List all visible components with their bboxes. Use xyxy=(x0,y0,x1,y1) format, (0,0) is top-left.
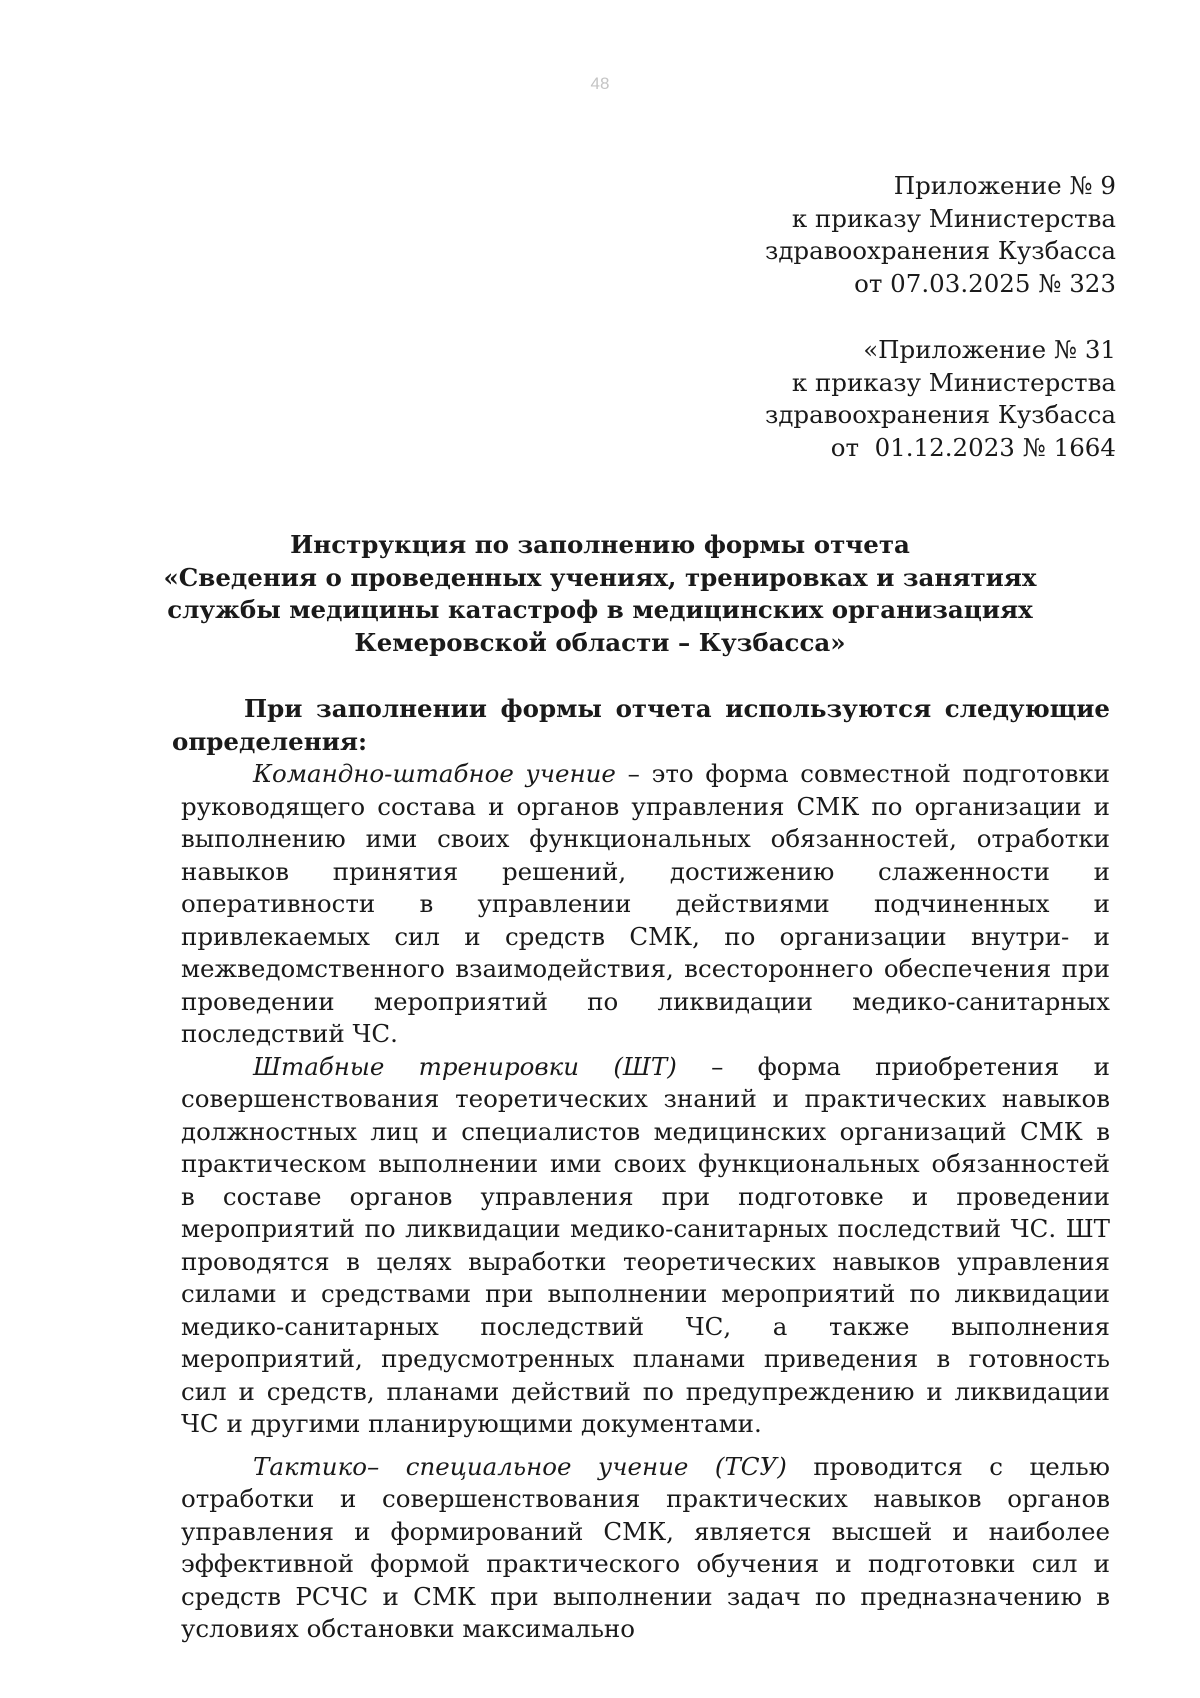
title-line: службы медицины катастроф в медицинских организациях xyxy=(167,595,1033,624)
intro-paragraph: При заполнении формы отчета используются следующие определения: xyxy=(172,694,1110,756)
definition-text: проводится с целью отработки и совершенствования практических навыков органов управления и формирований СМК, является высшей и наиболее эффективной формой практического обучения и подготовки сил и средств РСЧС и СМК при выполнении задач по предназначению в условиях обстановки максимально xyxy=(181,1451,1111,1643)
definition-term: Командно-штабное учение xyxy=(253,759,616,788)
title-line: Кемеровской области – Кузбасса» xyxy=(354,627,846,657)
definition-term: Штабные тренировки (ШТ) xyxy=(253,1051,677,1081)
appendix-current-header xyxy=(556,170,1116,300)
appendix-line: Приложение № 9 xyxy=(893,171,1116,200)
definition-staff-training xyxy=(181,1051,1110,1441)
definition-text: – это форма совместной подготовки руководящего состава и органов управления СМК по организации и выполнению ими своих функциональных обязанностей, отработки навыков принятия решений, достижению слаженности и оперативности в управлении действиями подчиненных и привлекаемых сил и средств СМК, по организации внутри- и межведомственного взаимодействия, всестороннего обеспечения при проведении мероприятий по ликвидации медико-санитарных последствий ЧС. xyxy=(181,759,1111,1048)
definition-tactical-special-exercise xyxy=(181,1451,1110,1646)
document-body xyxy=(173,693,1110,1646)
definition-term: Тактико– специальное учение (ТСУ) xyxy=(253,1451,787,1481)
appendix-line: от 01.12.2023 № 1664 xyxy=(830,432,1116,462)
definition-text: – форма приобретения и совершенствования теоретических знаний и практических навыков должностных лиц и специалистов медицинских организаций СМК в практическом выполнении ими своих функциональных обязанностей в составе органов управления при подготовке и проведении мероприятий по ликвидации медико-санитарных последствий ЧС. ШТ проводятся в целях выработки теоретических навыков управления силами и средствами при выполнении мероприятий по ликвидации медико-санитарных последствий ЧС, а также выполнения мероприятий, предусмотренных планами приведения в готовность сил и средств, планами действий по предупреждению и ликвидации ЧС и другими планирующими документами. xyxy=(181,1051,1110,1438)
appendix-line: к приказу Министерства xyxy=(791,203,1116,233)
title-line: Инструкция по заполнению формы отчета xyxy=(290,530,910,559)
document-title xyxy=(120,529,1080,659)
appendix-line: здравоохранения Кузбасса xyxy=(764,400,1116,429)
appendix-line: от 07.03.2025 № 323 xyxy=(854,268,1116,298)
title-line: «Сведения о проведенных учениях, тренировках и занятиях xyxy=(163,562,1037,592)
appendix-line: «Приложение № 31 xyxy=(863,335,1116,364)
appendix-previous-header xyxy=(556,334,1116,464)
appendix-line: к приказу Министерства xyxy=(791,367,1116,397)
definition-command-staff-exercise xyxy=(181,758,1110,1051)
page-number: 48 xyxy=(590,74,610,93)
appendix-line: здравоохранения Кузбасса xyxy=(764,236,1116,265)
